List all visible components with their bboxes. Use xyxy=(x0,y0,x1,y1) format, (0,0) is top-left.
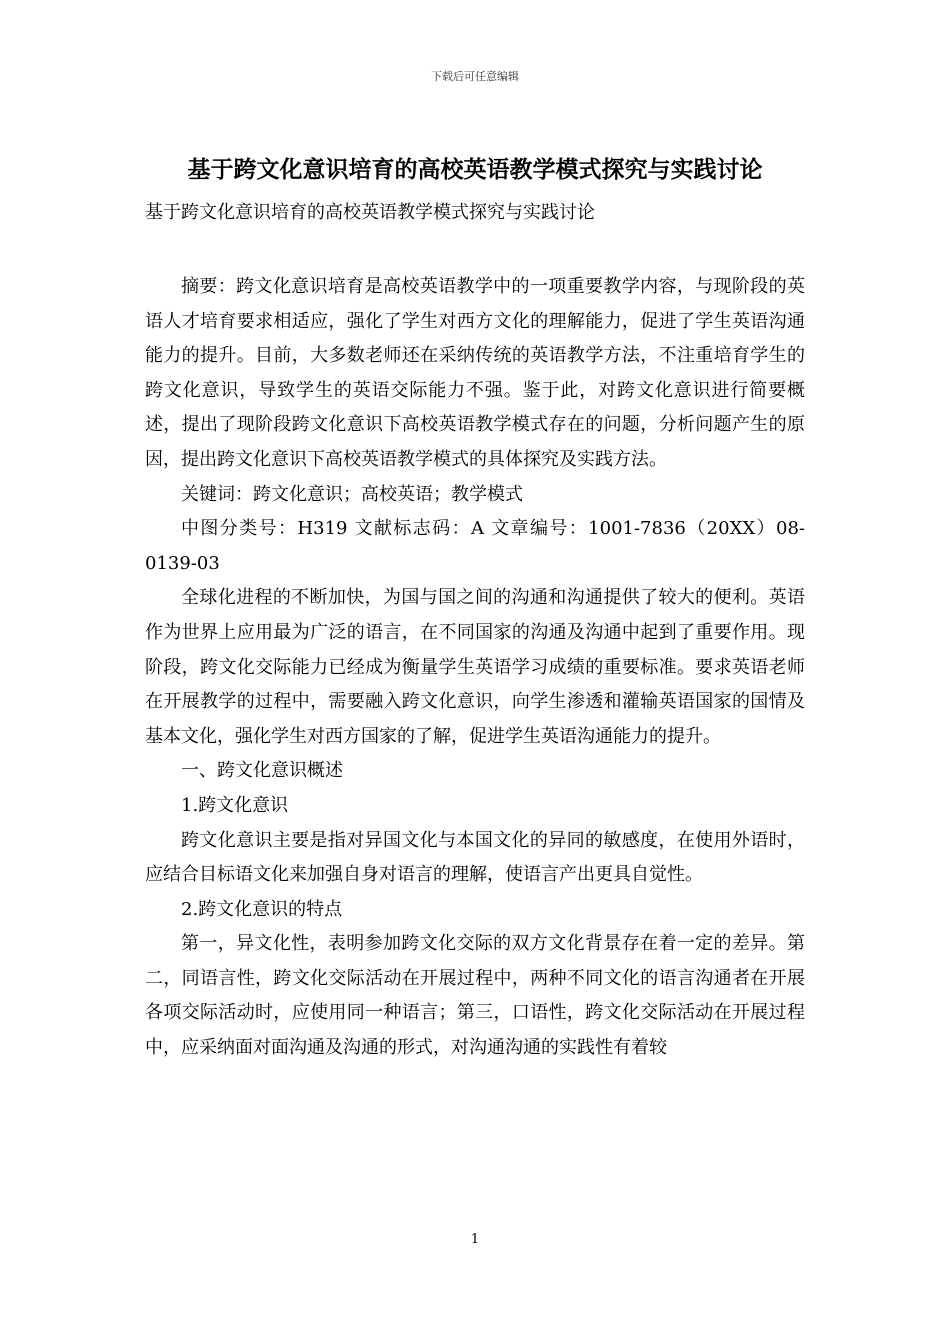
page-number: 1 xyxy=(470,1232,480,1247)
document-subtitle: 基于跨文化意识培育的高校英语教学模式探究与实践讨论 xyxy=(145,202,595,223)
subsection-heading: 1.跨文化意识 xyxy=(181,794,289,816)
intro-paragraph: 全球化进程的不断加快，为国与国之间的沟通和沟通提供了较大的便利。英语作为世界上应用最为广泛的语言，在不同国家的沟通及沟通中起到了重要作用。现阶段，跨文化交际能力已经成为衡量学生英语学习成绩的重要标准。要求英语老师在开展教学的过程中，需要融入跨文化意识，向学生渗透和灌输英语国家的国情及基本文化，强化学生对西方国家的了解，促进学生英语沟通能力的提升。 xyxy=(145,587,805,747)
header-note: 下载后可任意编辑 xyxy=(431,70,519,83)
body-paragraph: 第一，异文化性，表明参加跨文化交际的双方文化背景存在着一定的差异。第二，同语言性，跨文化交际活动在开展过程中，两种不同文化的语言沟通者在开展各项交际活动时，应使用同一种语言；第三，口语性，跨文化交际活动在开展过程中，应采纳面对面沟通及沟通的形式，对沟通沟通的实践性有着较 xyxy=(145,933,805,1059)
classification-paragraph: 中图分类号：H319 文献标志码：A 文章编号：1001-7836（20XX）08-0139-03 xyxy=(145,518,805,574)
section-heading: 一、跨文化意识概述 xyxy=(181,760,343,782)
document-title: 基于跨文化意识培育的高校英语教学模式探究与实践讨论 xyxy=(187,156,763,183)
abstract-paragraph: 摘要：跨文化意识培育是高校英语教学中的一项重要教学内容，与现阶段的英语人才培育要求相适应，强化了学生对西方文化的理解能力，促进了学生英语沟通能力的提升。目前，大多数老师还在采纳传统的英语教学方法，不注重培育学生的跨文化意识，导致学生的英语交际能力不强。鉴于此，对跨文化意识进行简要概述，提出了现阶段跨文化意识下高校英语教学模式存在的问题，分析问题产生的原因，提出跨文化意识下高校英语教学模式的具体探究及实践方法。 xyxy=(145,276,805,470)
body-paragraph: 跨文化意识主要是指对异国文化与本国文化的异同的敏感度，在使用外语时，应结合目标语文化来加强自身对语言的理解，使语言产出更具自觉性。 xyxy=(145,829,805,886)
subsection-heading: 2.跨文化意识的特点 xyxy=(181,898,343,920)
document-body xyxy=(145,270,805,1066)
keywords-paragraph: 关键词：跨文化意识；高校英语；教学模式 xyxy=(181,483,523,505)
